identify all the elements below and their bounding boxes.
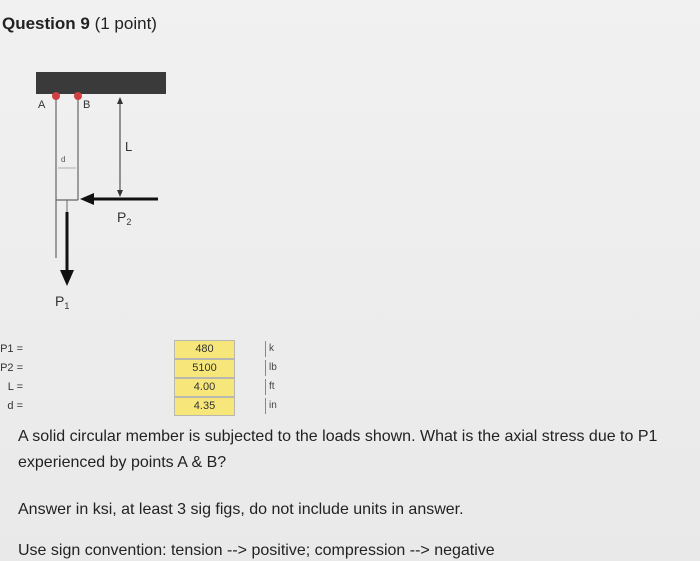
- point-b-label: B: [83, 99, 91, 111]
- row-value: 4.00: [174, 378, 235, 397]
- question-text: A solid circular member is subjected to the loads shown. What is the axial stress due to P1 experienced by points A & B?: [18, 428, 658, 471]
- p2-arrow-head: [80, 193, 94, 205]
- row-value: 5100: [174, 359, 235, 378]
- p2-label: $P_2$: [117, 209, 132, 227]
- length-arrow-up: [117, 97, 123, 104]
- row-unit: in: [265, 398, 277, 414]
- p1-arrow-head: [60, 270, 74, 286]
- p1-label: $P_1$: [55, 293, 70, 311]
- sign-convention: Use sign convention: tension --> positive; compression --> negative: [18, 542, 495, 559]
- question-title: Question 9: [2, 14, 90, 33]
- answer-instructions: Answer in ksi, at least 3 sig figs, do not include units in answer.: [18, 501, 464, 518]
- row-unit: k: [265, 341, 274, 357]
- row-unit: lb: [265, 360, 277, 376]
- ceiling-support: [36, 72, 166, 94]
- row-label: P1 =: [0, 343, 23, 355]
- point-a-marker: [52, 92, 60, 100]
- length-arrow-down: [117, 190, 123, 197]
- row-label: d =: [7, 400, 23, 412]
- row-value: 4.35: [174, 397, 235, 416]
- point-a-label: A: [38, 99, 46, 111]
- row-value: 480: [174, 340, 235, 359]
- row-label: P2 =: [0, 362, 23, 374]
- diameter-label: d: [61, 155, 66, 164]
- point-b-marker: [74, 92, 82, 100]
- length-label: L: [125, 139, 133, 154]
- row-unit: ft: [265, 379, 275, 395]
- row-label: L =: [7, 381, 23, 393]
- question-points: (1 point): [94, 14, 157, 33]
